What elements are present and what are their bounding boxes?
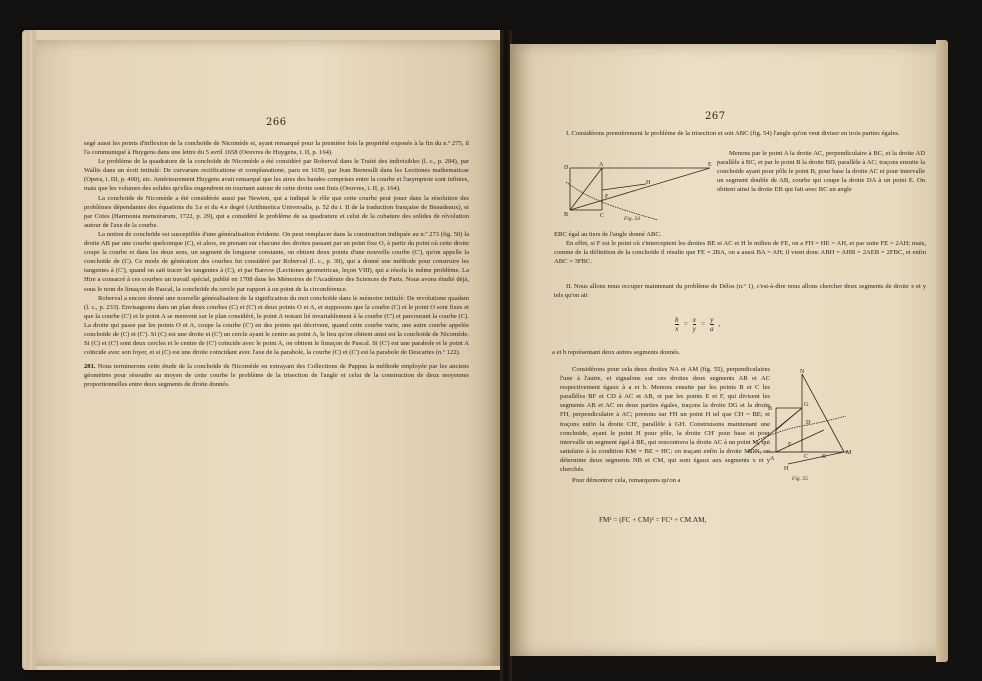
figure-54 [562, 160, 714, 228]
intro-paragraph: I. Considérons premièrement le problème de la trisection et soit ABC (fig. 54) l'angle qu'on veut diviser en trois parties égales. [566, 130, 900, 137]
formula-a: a [710, 325, 714, 333]
fig55-side-text [560, 365, 773, 485]
after-fig54: EBC égal au tiers de l'angle donné ABC. [554, 231, 662, 238]
fig54-label-F: F [605, 194, 609, 200]
fig55-label-H: H [784, 466, 789, 472]
left-paragraph: Roberval a encore donné une nouvelle généralisation de la signification du mot conchoïde dans le mémoire intitulé: De revolutione quadam (l. c., p. 233). Envisageons dans un plan deux courbes (C) et (C') et deux points O et A, et supposons que la courbe (C) et le point O sont fixes et que la courbe (C') et le point A se meuvent sur le plan considéré, le point A restant lié invariablement à la courbe (C') et parcourant la courbe (C). La droite qui passe par les points O et A, coupe la courbe (C') en des points qui décrivent, quand cette courbe varie, une autre courbe appelée conchoïde de (C) et (C'). Si (C) est une droite et (C') un cercle ayant le centre au point A, le lieu qu'on obtient ainsi est la conchoïde de Nicomède. Si (C) et (C') sont deux cercles et le centre de (C') coïncide avec le point A, on obtient le limaçon de Pascal. Si (C') est une parabole et le point A coïncide avec son foyer, et si (C) est une droite coïncidant avec l'axe de la parabole, la courbe (C) et (C') est la parabole de Descartes (n.º 122). [84, 294, 469, 357]
figure-55 [740, 368, 854, 484]
left-page-number: 266 [266, 117, 287, 128]
right-page-stack [936, 40, 948, 662]
left-paragraph: La conchoïde de Nicomède a été considérée aussi par Newton, qui a indiqué le rôle que cette courbe peut jouer dans la résolution des problèmes dépendantes des équations du 3.e et du 4.e degré (Arithmetica Universalis, p. 52 du t. II de la traduction française de Beaudeaux), et par Cotes (Harmonia mensurarum, 1722, p. 29), qui a considéré le problème de sa quadrature et celui de la cubature des solides de révolution autour de l'axe de la courbe. [84, 194, 469, 229]
fig55-label-K: K [822, 454, 827, 460]
fig55-label-A: A [770, 456, 775, 462]
formula-x: x [675, 325, 679, 333]
proof-paragraph: En effet, si F est le point où s'interceptent les droites BE et AC et H le milieu de FE, on a FH = HE = AH, et par suite FE = 2AH; mais, comme de la définition de la conchoïde il résulte que FE = 2BA, on a aussi BA = AH; il vient donc ABH = AHB = 2AEB = 2FBC, et enfin ABC = 3FBC. [554, 240, 926, 266]
section-number: 281. [84, 363, 96, 371]
part-two [554, 282, 926, 300]
formula-y2: y [710, 316, 714, 324]
after-formula [552, 348, 926, 357]
after-formula-text: a et b représentant deux autres segments donnés. [552, 349, 681, 356]
fig54-label-E: E [708, 162, 712, 168]
fig54-label-C: C [600, 213, 605, 219]
fig55-label-F: F [788, 442, 792, 448]
formula-b: b [675, 316, 679, 324]
fig55-label-C: C [804, 454, 809, 460]
fig55-label-D: D [806, 420, 811, 426]
formula-comma: , [718, 320, 721, 329]
fig54-description: Menons par le point A la droite AC, perpendiculaire à BC, et la droite AD parallèle à BC, et par le point B la droite BD, parallèle à AC; traçons ensuite la conchoïde ayant pour pôle le point B, pour base la droite AC et pour intervalle un segment double de AB, courbe qui coupe la droite DA à un point E. On obtient ainsi la droite EB qui fait avec BC un angle [717, 150, 926, 194]
formula-y: y [692, 325, 696, 333]
pour-demontrer: Pour démontrer cela, remarquons qu'on a [572, 477, 681, 485]
left-page-body [84, 139, 469, 390]
fig54-label-A: A [599, 162, 604, 168]
fig54-label-D: D [564, 165, 569, 171]
section-281 [84, 362, 469, 389]
final-formula: FM² = (FC + CM)² = FC² + CM.AM, [599, 516, 707, 524]
proportion-formula [672, 316, 720, 333]
left-paragraph: Le problème de la quadrature de la conchoïde de Nicomède a été considéré par Roberval dans le Traité des indivisibles (l. c., p. 284), par Wallis dans un écrit intitulé: De curvarum rectificatione et complanatione, paru en 1659, par Jean Bernoulli dans les Lectiones mathematicae (Opera, t. III, p. 400), etc. Antérieurement Huygens avait remarqué que les aires des bandes comprises entre la courbe et l'asymptote sont infinies, mais que les volumes des solides qu'elles engendrent en tournant autour de cette droite sont finis (Oeuvres, t. II, p. 164). [84, 158, 469, 193]
formula-x2: x [692, 316, 696, 324]
section-text: Nous terminerons cette étude de la conchoïde de Nicomède en extrayant des Collections de Pappus la méthode employée par les anciens géomètres pour résoudre au moyen de cette courbe le problème de la trisection de l'angle et celui de la construction de deux moyennes proportionnelles entre deux segments de droite donnés. [84, 363, 469, 389]
fig55-label-M: M [846, 450, 852, 456]
fig54-label-H: H [646, 180, 651, 186]
fig54-caption: Fig. 54 [624, 216, 640, 222]
fig55-label-G: G [804, 402, 809, 408]
fig55-label-B: B [768, 406, 773, 412]
left-paragraph: La notion de conchoïde est susceptible d'une généralisation évidente. On peut remplacer dans la construction indiquée au n.º 273 (fig. 50) la droite AB par une courbe quelconque (C), et alors, en prenant sur chacune des droites passant par un point fixe O, à partir du point où cette droite coupe la courbe et dans les deux sens, un segment de longueur constante, on obtient deux points d'une nouvelle courbe (C'), qu'on appelle la conchoïde de (C). Ce mode de génération des courbes fut considéré par Roberval (l. c., p. 39), qui a donné une méthode pour construire les tangentes à (C'), quand on sait tracer les tangentes à (C), et par Barrow (Lectiones geometricae, leçon VIII), qui a résolu le même problème. La Hire a consacré à ces courbes un travail spécial, publié en 1708 dans les Mémoires de l'Académie des Sciences de Paris. Nous avons étudié déjà, sous le nom de limaçon de Pascal, la conchoïde du cercle par rapport à un point de la circonférence. [84, 230, 469, 293]
right-intro [554, 129, 926, 138]
left-paragraph: segé aussi les points d'inflexion de la conchoïde de Nicomède et, ayant remarqué pour la première fois la propriété exposée à la fin du n.º 275, il l'a communiqué à Huygens dans une lettre du 5 avril 1658 (Oeuvres de Huygens, t. II, p. 164). [84, 140, 469, 157]
fig54-side-text [717, 149, 925, 194]
part-two-paragraph: II. Nous allons nous occuper maintenant du problème de Délos (n.º 1), c'est-à-dire nous allons chercher deux segments de droite x et y tels qu'on ait [554, 283, 926, 300]
formula-eq: = [683, 320, 688, 329]
right-page-number: 267 [705, 111, 726, 122]
formula-eq2: = [700, 320, 706, 329]
fig54-label-B: B [564, 212, 569, 218]
fig55-description: Considérons pour cela deux droites NA et AM (fig. 55), perpendiculaires l'une à l'autre, et signalons sur ces droites deux segments AB et AC respectivement égaux à a et b. Menons ensuite par les points B et C les parallèles BF et CD à AC et AB, et par les points E et F, qui divisent les segments AB et AC en deux parties égales, traçons la droite DG et la droite FH, perpendiculaire à AC; prenons sur FH un point H tel que CH = BE; et traçons enfin la droite CH', parallèle à GH. Construisons maintenant une conchoïde, ayant le point H pour pôle, la droite CH' pour base et pour intervalle un segment égal à BE, qui rencontrera la droite AC à un point M, qui satisfaire à la condition KM = BE = HC; on traçant enfin la droite MDN, on détermine deux segments NB et CM, qui sont égaux aux segments x et y cherchés. [560, 366, 770, 474]
fig55-caption: Fig. 55 [792, 476, 808, 482]
fig54-proof [554, 230, 926, 266]
fig55-label-N: N [800, 369, 805, 375]
